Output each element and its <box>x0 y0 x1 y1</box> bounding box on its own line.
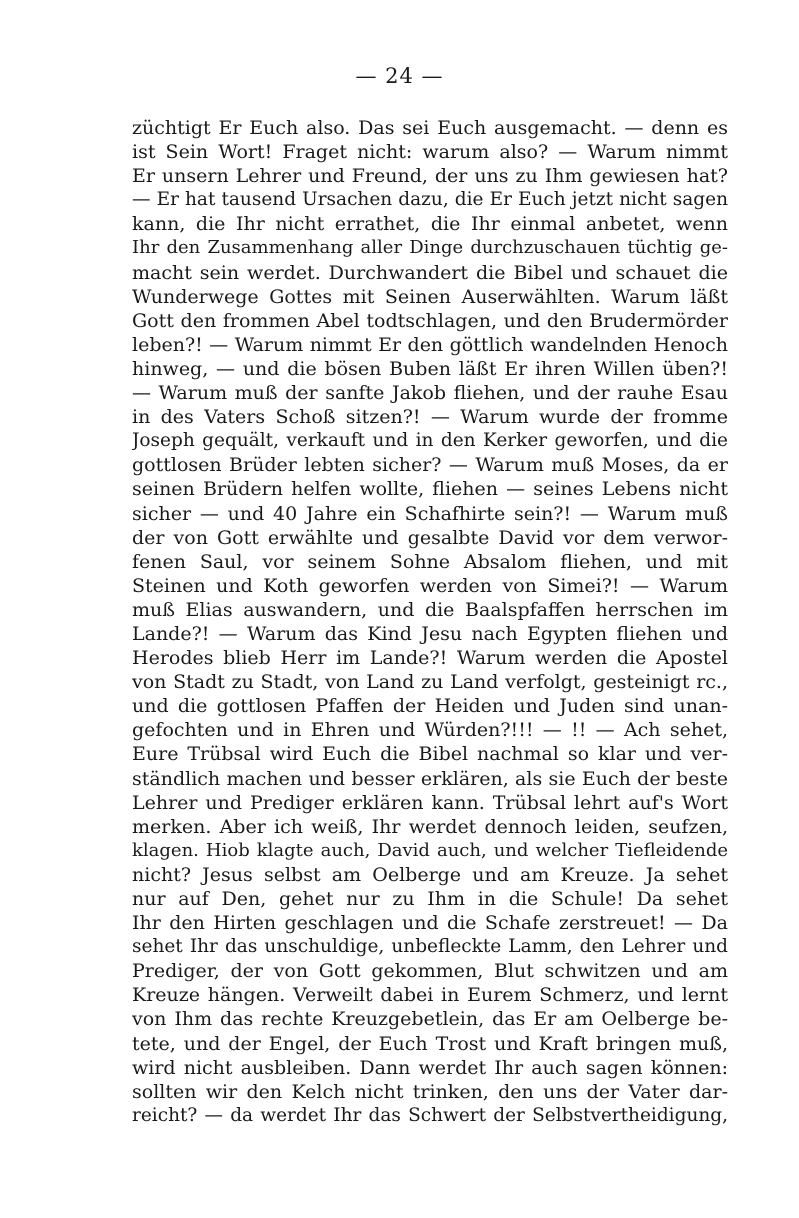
text-line: sicher — und 40 Jahre ein Schafhirte sein?! — Warum muß <box>132 502 728 525</box>
text-line: Ihr den Hirten geschlagen und die Schafe zerstreuet! — Da <box>132 912 728 935</box>
text-line: und die gottlosen Pfaffen der Heiden und Juden sind unan- <box>132 695 728 718</box>
text-line: muß Elias auswandern, und die Baalspfaffen herrschen im <box>132 598 728 621</box>
text-line: in des Vaters Schoß sitzen?! — Warum wurde der fromme <box>132 406 728 429</box>
text-line: Gott den frommen Abel todtschlagen, und den Brudermörder <box>132 309 728 332</box>
body-text <box>132 116 728 1128</box>
text-line: züchtigt Er Euch also. Das sei Euch ausgemacht. — denn es <box>132 117 728 139</box>
text-line: der von Gott erwählte und gesalbte David vor dem verwor- <box>132 526 728 549</box>
text-line: Herodes blieb Herr im Lande?! Warum werden die Apostel <box>132 647 728 670</box>
text-line: ständlich machen und besser erklären, als sie Euch der beste <box>132 767 728 790</box>
page-number: — 24 — <box>355 64 444 88</box>
text-line: tete, und der Engel, der Euch Trost und Kraft bringen muß, <box>132 1032 728 1055</box>
text-line: Steinen und Koth geworfen werden von Simei?! — Warum <box>132 574 728 597</box>
text-line: Wunderwege Gottes mit Seinen Auserwählten. Warum läßt <box>132 285 728 308</box>
text-line: sehet Ihr das unschuldige, unbefleckte Lamm, den Lehrer und <box>132 936 728 958</box>
text-line: von Ihm das rechte Kreuzgebetlein, das Er am Oelberge be- <box>132 1008 728 1031</box>
text-line: — Er hat tausend Ursachen dazu, die Er Euch jetzt nicht sagen <box>132 189 728 211</box>
text-line: Joseph gequält, verkauft und in den Kerker geworfen, und die <box>132 430 728 452</box>
text-line: reicht? — da werdet Ihr das Schwert der Selbstvertheidigung, <box>132 1104 728 1126</box>
text-line: wird nicht ausbleiben. Dann werdet Ihr auch sagen können: <box>132 1056 728 1079</box>
text-line: macht sein werdet. Durchwandert die Bibel und schauet die <box>132 261 728 284</box>
text-line: Eure Trübsal wird Euch die Bibel nachmal so klar und ver- <box>132 743 728 766</box>
text-line: Lande?! — Warum das Kind Jesu nach Egypten fliehen und <box>132 622 728 645</box>
text-line: fenen Saul, vor seinem Sohne Absalom fliehen, und mit <box>132 550 728 573</box>
text-line: klagen. Hiob klagte auch, David auch, und welcher Tiefleidende <box>132 839 728 861</box>
text-line: leben?! — Warum nimmt Er den göttlich wandelnden Henoch <box>132 333 728 356</box>
text-line: Kreuze hängen. Verweilt dabei in Eurem Schmerz, und lernt <box>132 984 728 1007</box>
text-line: Lehrer und Prediger erklären kann. Trübsal lehrt auf's Wort <box>132 791 728 814</box>
text-line: Prediger, der von Gott gekommen, Blut schwitzen und am <box>132 960 728 983</box>
text-line: nicht? Jesus selbst am Oelberge und am Kreuze. Ja sehet <box>132 863 728 886</box>
text-line: merken. Aber ich weiß, Ihr werdet dennoch leiden, seufzen, <box>132 815 728 838</box>
text-line: von Stadt zu Stadt, von Land zu Land verfolgt, gesteinigt rc., <box>132 671 728 694</box>
text-line: seinen Brüdern helfen wollte, fliehen — seines Lebens nicht <box>132 478 728 501</box>
text-line: Ihr den Zusammenhang aller Dinge durchzuschauen tüchtig ge- <box>132 237 728 259</box>
text-line: gottlosen Brüder lebten sicher? — Warum muß Moses, da er <box>132 454 728 477</box>
text-line: Er unsern Lehrer und Freund, der uns zu Ihm gewiesen hat? <box>132 165 728 188</box>
text-line: sollten wir den Kelch nicht trinken, den uns der Vater dar- <box>132 1080 728 1103</box>
text-line: kann, die Ihr nicht errathet, die Ihr einmal anbetet, wenn <box>132 213 728 236</box>
text-line: nur auf Den, gehet nur zu Ihm in die Schule! Da sehet <box>132 888 728 910</box>
text-line: hinweg, — und die bösen Buben läßt Er ihren Willen üben?! <box>132 357 728 380</box>
text-line: — Warum muß der sanfte Jakob fliehen, und der rauhe Esau <box>132 382 728 405</box>
text-line: gefochten und in Ehren und Würden?!!! — !! — Ach sehet, <box>132 719 728 742</box>
text-line: ist Sein Wort! Fraget nicht: warum also? — Warum nimmt <box>132 141 728 164</box>
